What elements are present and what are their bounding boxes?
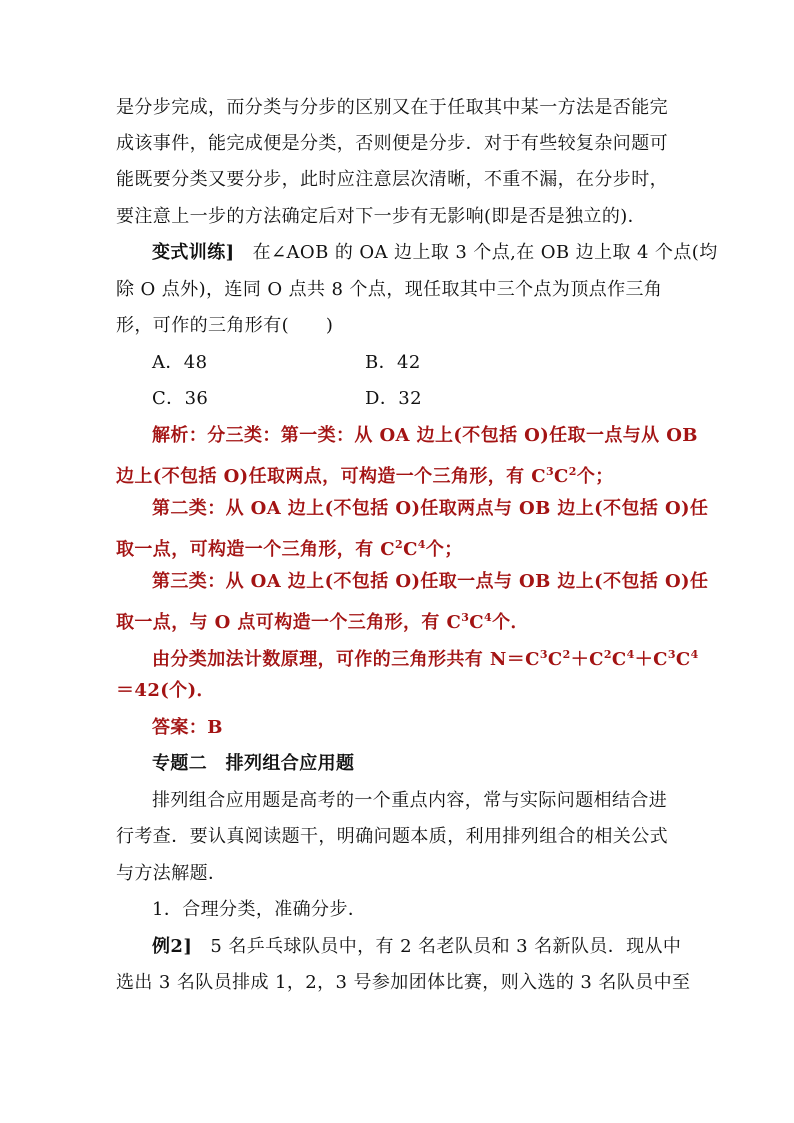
para2-line3: 与方法解题． — [116, 863, 227, 884]
solution-line1 — [152, 424, 698, 448]
text-segment: 取一点，可构造一个三角形，有 C — [116, 539, 395, 560]
superscript: 4 — [626, 648, 635, 661]
option-d: D．32 — [365, 388, 422, 409]
para1-line3: 能既要分类又要分步，此时应注意层次清晰，不重不漏，在分步时， — [116, 169, 668, 190]
text-segment: 由分类加法计数原理，可作的三角形共有 N＝C — [152, 649, 540, 670]
text-segment: 个； — [576, 466, 614, 487]
superscript: 2 — [568, 465, 577, 478]
solution-line8: ＝42(个)． — [116, 680, 215, 701]
example-text: 5 名乒乓球队员中，有 2 名老队员和 3 名新队员．现从中 — [210, 936, 682, 957]
point1-line: 1．合理分类，准确分步． — [152, 899, 367, 920]
para2-line2: 行考查．要认真阅读题干，明确问题本质，利用排列组合的相关公式 — [116, 826, 668, 847]
solution-line4 — [116, 533, 686, 562]
solution-text: 分三类：第一类：从 OA 边上(不包括 O)任取一点与从 OB — [207, 425, 698, 446]
options-row1 — [152, 351, 686, 375]
para1-line2: 成该事件，能完成便是分类，否则便是分步．对于有些较复杂问题可 — [116, 133, 668, 154]
superscript: 4 — [484, 611, 493, 624]
text-segment: C — [675, 649, 691, 670]
text-segment: 个； — [425, 539, 463, 560]
superscript: 2 — [603, 648, 612, 661]
topic2-heading: 专题二 排列组合应用题 — [152, 753, 355, 774]
exercise-label: 变式训练] — [152, 242, 235, 263]
superscript: 3 — [461, 611, 470, 624]
example-line1 — [152, 935, 686, 959]
exercise-line2: 除 O 点外)，连同 O 点共 8 个点，现任取其中三个点为顶点作三角 — [116, 279, 663, 300]
answer-line: 答案：B — [152, 717, 223, 738]
exercise-text: 在∠AOB 的 OA 边上取 3 个点,在 OB 边上取 4 个点(均 — [252, 242, 718, 263]
superscript: 3 — [539, 648, 548, 661]
text-segment: C — [469, 612, 485, 633]
para2-line1: 排列组合应用题是高考的一个重点内容，常与实际问题相结合进 — [152, 790, 668, 811]
solution-line3: 第二类：从 OA 边上(不包括 O)任取两点与 OB 边上(不包括 O)任 — [152, 498, 709, 519]
solution-line6 — [116, 606, 686, 635]
superscript: 3 — [545, 465, 555, 478]
exercise-line1 — [152, 241, 718, 265]
text-segment: C — [554, 466, 569, 487]
solution-label: 解析： — [152, 425, 208, 446]
para1-line4: 要注意上一步的方法确定后对下一步有无影响(即是否是独立的)． — [116, 206, 647, 227]
solution-line5: 第三类：从 OA 边上(不包括 O)任取一点与 OB 边上(不包括 O)任 — [152, 571, 709, 592]
text-segment: 个． — [492, 612, 529, 633]
text-segment: 边上(不包括 O)任取两点，可构造一个三角形，有 C — [116, 466, 546, 487]
option-a: A．48 — [152, 352, 208, 373]
solution-line2 — [116, 460, 686, 489]
option-c: C．36 — [152, 388, 209, 409]
text-segment: ＋C — [570, 649, 604, 670]
superscript: 4 — [417, 538, 426, 551]
solution-line7 — [152, 643, 699, 672]
option-b: B．42 — [365, 352, 421, 373]
superscript: 4 — [690, 648, 699, 661]
example-line2: 选出 3 名队员排成 1，2，3 号参加团体比赛，则入选的 3 名队员中至 — [116, 972, 691, 993]
text-segment: C — [547, 649, 563, 670]
options-row2 — [152, 387, 686, 411]
exercise-line3: 形，可作的三角形有( ) — [116, 315, 334, 336]
text-segment: ＋C — [634, 649, 668, 670]
superscript: 3 — [667, 648, 676, 661]
para1-line1: 是分步完成，而分类与分步的区别又在于任取其中某一方法是否能完 — [116, 97, 668, 118]
superscript: 2 — [562, 648, 571, 661]
text-segment: C — [611, 649, 627, 670]
example-label: 例2] — [152, 936, 193, 957]
superscript: 2 — [395, 538, 404, 551]
text-segment: C — [403, 539, 418, 560]
text-segment: 取一点，与 O 点可构造一个三角形，有 C — [116, 612, 462, 633]
